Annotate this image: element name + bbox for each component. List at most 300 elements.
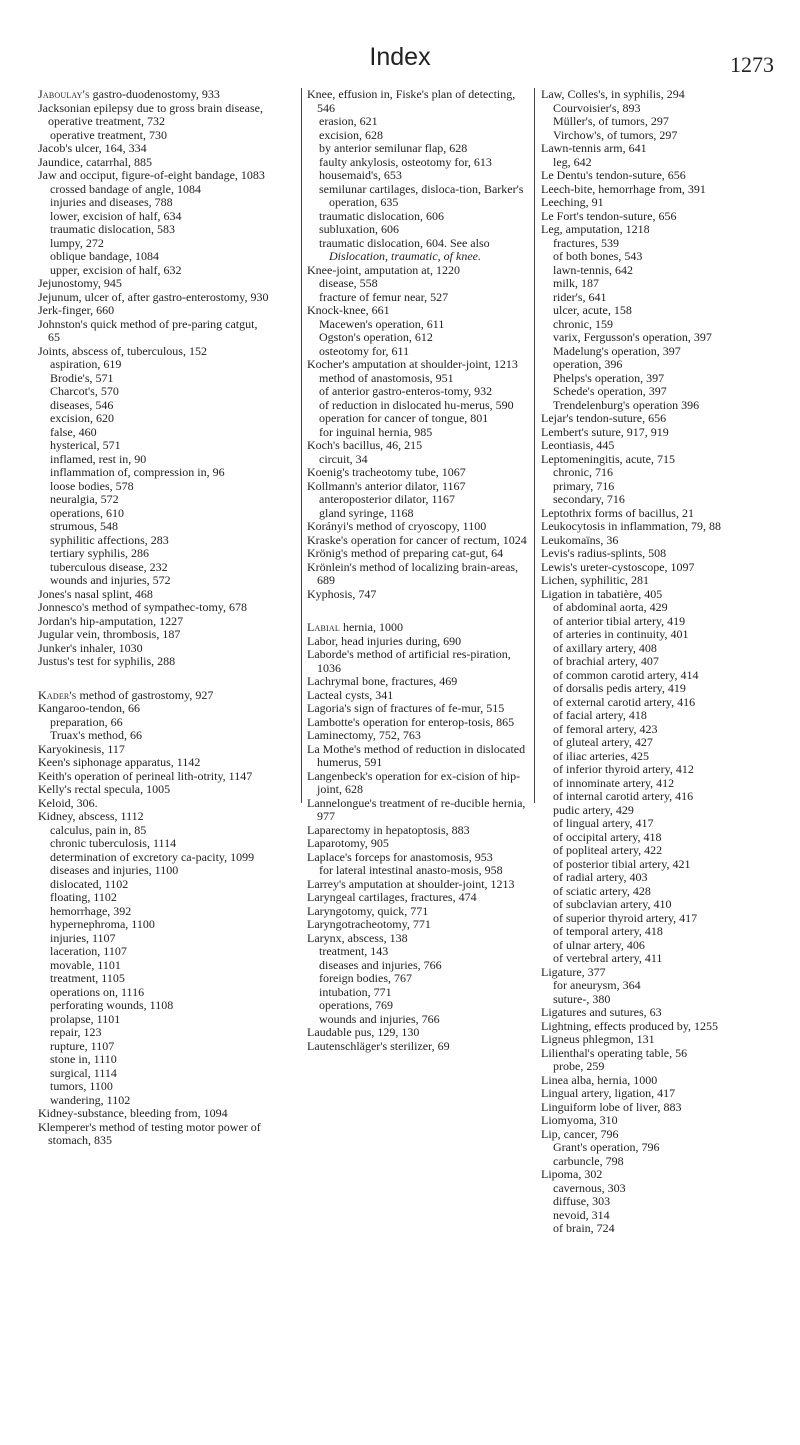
entry-text: chronic, 716	[553, 465, 613, 479]
entry-lead-word: Jaboulay's	[38, 88, 90, 101]
index-subentry	[541, 1141, 771, 1155]
index-subentry	[38, 1080, 270, 1094]
entry-text: Jacob's ulcer, 164, 334	[38, 141, 147, 155]
entry-text: Ogston's operation, 612	[319, 330, 433, 344]
entry-text: tumors, 1100	[50, 1079, 113, 1093]
entry-text: Brodie's, 571	[50, 370, 114, 385]
entry-lead-word: Kader's	[38, 687, 77, 702]
entry-text: movable, 1101	[50, 957, 121, 972]
entry-text: of internal carotid artery, 416	[553, 789, 694, 803]
entry-text: cavernous, 303	[553, 1180, 626, 1195]
index-subentry	[38, 264, 270, 278]
entry-text: for lateral intestinal anasto-mosis, 958	[319, 863, 503, 877]
entry-text: excision, 628	[319, 127, 383, 142]
entry-text: Laryngotracheotomy, 771	[307, 917, 431, 931]
entry-text: operative treatment, 730	[50, 127, 167, 142]
index-subentry	[307, 129, 531, 143]
entry-text: of common carotid artery, 414	[553, 667, 699, 682]
entry-text: Lannelongue's treatment of re-ducible hernia, 977	[307, 795, 526, 823]
index-subentry	[541, 115, 771, 129]
index-subentry	[541, 1222, 771, 1236]
entry-text: of radial artery, 403	[553, 870, 648, 884]
index-subentry	[38, 918, 270, 932]
index-subentry	[541, 871, 771, 885]
index-entry	[307, 561, 531, 588]
entry-text: hemorrhage, 392	[50, 903, 132, 918]
entry-text: Krönlein's method of localizing brain-areas, 689	[307, 559, 519, 587]
entry-text: faulty ankylosis, osteotomy for, 613	[319, 154, 492, 169]
entry-text: Lipoma, 302	[541, 1167, 603, 1181]
index-entry	[541, 561, 771, 575]
index-entry	[307, 905, 531, 919]
entry-text: gland syringe, 1168	[319, 505, 414, 520]
column-divider	[534, 88, 535, 803]
index-subentry	[38, 905, 270, 919]
entry-text: Lacteal cysts, 341	[307, 687, 394, 702]
entry-text: Kangaroo-tendon, 66	[38, 701, 140, 715]
entry-text: Korányi's method of cryoscopy, 1100	[307, 519, 487, 533]
index-subentry	[541, 655, 771, 669]
entry-text: Madelung's operation, 397	[553, 343, 681, 358]
entry-text: erasion, 621	[319, 114, 378, 128]
index-subentry	[541, 993, 771, 1007]
entry-text: Jonnesco's method of sympathec-tomy, 678	[38, 600, 248, 614]
entry-text: Karyokinesis, 117	[38, 741, 125, 756]
index-subentry	[541, 1209, 771, 1223]
index-entry	[541, 1101, 771, 1115]
entry-text: of dorsalis pedis artery, 419	[553, 681, 686, 695]
entry-text: Knock-knee, 661	[307, 303, 390, 317]
entry-text: Lembert's suture, 917, 919	[541, 424, 669, 439]
entry-text: wounds and injuries, 766	[319, 1011, 440, 1026]
index-subentry	[541, 601, 771, 615]
entry-text: excision, 620	[50, 411, 114, 425]
index-entry	[541, 1128, 771, 1142]
entry-text: fracture of femur near, 527	[319, 289, 449, 304]
entry-text: tuberculous disease, 232	[50, 559, 168, 574]
index-subentry	[541, 1182, 771, 1196]
index-subentry	[38, 1040, 270, 1054]
entry-text: Laminectomy, 752, 763	[307, 728, 421, 742]
index-entry	[307, 588, 531, 602]
entry-text: by anterior semilunar flap, 628	[319, 141, 468, 155]
entry-text: dislocated, 1102	[50, 876, 129, 891]
entry-text: treatment, 143	[319, 944, 389, 958]
entry-text: Knee, effusion in, Fiske's plan of detecting, 546	[307, 88, 516, 115]
entry-text: Levis's radius-splints, 508	[541, 546, 667, 560]
index-entry	[307, 878, 531, 892]
index-subentry	[541, 156, 771, 170]
index-subentry	[541, 615, 771, 629]
index-subentry	[38, 372, 270, 386]
entry-text: Jones's nasal splint, 468	[38, 586, 153, 601]
entry-text: Charcot's, 570	[50, 384, 119, 398]
index-subentry	[307, 412, 531, 426]
entry-text: Leptomeningitis, acute, 715	[541, 451, 675, 466]
index-entry	[38, 142, 270, 156]
index-subentry	[38, 210, 270, 224]
index-entry	[307, 466, 531, 480]
index-subentry	[541, 682, 771, 696]
entry-text: determination of excretory ca-pacity, 1099	[50, 849, 255, 864]
entry-text: Phelps's operation, 397	[553, 370, 665, 385]
entry-text: Leukomaïns, 36	[541, 532, 619, 547]
index-subentry	[38, 426, 270, 440]
index-subentry	[541, 466, 771, 480]
index-entry	[38, 304, 270, 318]
entry-text: Law, Colles's, in syphilis, 294	[541, 88, 685, 101]
entry-text: disease, 558	[319, 276, 378, 290]
index-subentry	[307, 210, 531, 224]
index-entry	[541, 453, 771, 467]
index-subentry	[541, 264, 771, 278]
index-entry	[541, 1087, 771, 1101]
index-subentry	[38, 1067, 270, 1081]
entry-text: Leukocytosis in inflammation, 79, 88	[541, 519, 721, 533]
index-subentry	[541, 493, 771, 507]
entry-text: Jejunostomy, 945	[38, 276, 122, 290]
index-subentry	[38, 250, 270, 264]
entry-text: La Mothe's method of reduction in dislocated humerus, 591	[307, 741, 526, 769]
index-subentry	[307, 385, 531, 399]
index-subentry	[38, 878, 270, 892]
index-subentry	[307, 115, 531, 129]
entry-text: Laudable pus, 129, 130	[307, 1025, 420, 1039]
index-entry	[38, 345, 270, 359]
entry-text: operations on, 1116	[50, 984, 145, 999]
index-subentry	[541, 736, 771, 750]
index-subentry	[38, 1053, 270, 1067]
index-entry	[307, 648, 531, 675]
entry-text: pudic artery, 429	[553, 802, 634, 817]
entry-text: Laborde's method of artificial res-piration, 1036	[307, 647, 511, 675]
entry-text: method of gastrostomy, 927	[76, 687, 214, 702]
index-entry	[38, 601, 270, 615]
entry-text: Laryngeal cartilages, fractures, 474	[307, 890, 477, 904]
index-subentry	[307, 223, 531, 237]
index-subentry	[38, 1094, 270, 1108]
entry-text: Laplace's forceps for anastomosis, 953	[307, 849, 493, 864]
index-subentry	[307, 986, 531, 1000]
index-subentry	[541, 250, 771, 264]
entry-text: foreign bodies, 767	[319, 971, 412, 985]
entry-text: of innominate artery, 412	[553, 775, 675, 790]
entry-text: semilunar cartilages, disloca-tion, Barker's operation, 635	[319, 181, 524, 209]
index-subentry	[541, 291, 771, 305]
entry-text: of subclavian artery, 410	[553, 897, 672, 911]
index-entry	[307, 621, 531, 635]
index-subentry	[541, 372, 771, 386]
index-entry	[307, 932, 531, 946]
entry-text: Lawn-tennis arm, 641	[541, 141, 647, 155]
index-entry	[541, 520, 771, 534]
index-entry	[541, 574, 771, 588]
entry-text: floating, 1102	[50, 890, 117, 904]
entry-text: intubation, 771	[319, 984, 392, 999]
entry-text: Trendelenburg's operation 396	[553, 397, 700, 412]
index-column-1	[38, 88, 270, 1428]
entry-text: prolapse, 1101	[50, 1011, 121, 1026]
entry-text: Lagoria's sign of fractures of fe-mur, 515	[307, 701, 505, 715]
entry-text: false, 460	[50, 424, 97, 439]
index-entry	[38, 277, 270, 291]
entry-text: Ligatures and sutures, 63	[541, 1005, 662, 1019]
entry-text: inflamed, rest in, 90	[50, 451, 147, 466]
entry-text: stone in, 1110	[50, 1052, 117, 1066]
index-entry	[541, 223, 771, 237]
entry-text: Lip, cancer, 796	[541, 1126, 619, 1141]
entry-text: of reduction in dislocated hu-merus, 590	[319, 397, 514, 412]
entry-text: lawn-tennis, 642	[553, 262, 633, 277]
index-entry	[307, 743, 531, 770]
entry-text: of sciatic artery, 428	[553, 883, 651, 898]
index-subentry	[38, 945, 270, 959]
index-subentry	[541, 345, 771, 359]
entry-text: of iliac arteries, 425	[553, 748, 649, 763]
entry-text: calculus, pain in, 85	[50, 822, 147, 837]
index-entry	[541, 196, 771, 210]
index-subentry	[307, 291, 531, 305]
index-entry	[541, 169, 771, 183]
index-subentry	[38, 824, 270, 838]
entry-text: surgical, 1114	[50, 1065, 117, 1080]
index-subentry	[38, 561, 270, 575]
index-subentry	[541, 1060, 771, 1074]
entry-text: of external carotid artery, 416	[553, 694, 696, 709]
entry-text: Jacksonian epilepsy due to gross brain disease, operative treatment, 732	[38, 100, 263, 128]
index-subentry	[541, 669, 771, 683]
index-subentry	[541, 1155, 771, 1169]
entry-text: Laparotomy, 905	[307, 836, 389, 850]
index-entry	[307, 534, 531, 548]
index-entry	[307, 716, 531, 730]
entry-text: injuries, 1107	[50, 930, 116, 945]
index-entry	[541, 1020, 771, 1034]
index-entry	[38, 689, 270, 703]
index-entry	[38, 770, 270, 784]
entry-text: gastro-duodenostomy, 933	[89, 88, 220, 101]
entry-text: Justus's test for syphilis, 288	[38, 654, 176, 668]
index-entry	[307, 891, 531, 905]
entry-text: chronic, 159	[553, 316, 613, 331]
entry-text: of anterior gastro-enteros-tomy, 932	[319, 384, 493, 398]
entry-text: nevoid, 314	[553, 1207, 610, 1222]
index-subentry	[307, 372, 531, 386]
entry-text: milk, 187	[553, 276, 600, 290]
entry-text: Laparectomy in hepatoptosis, 883	[307, 822, 470, 837]
entry-text: Larynx, abscess, 138	[307, 930, 408, 945]
entry-text: Leg, amputation, 1218	[541, 222, 650, 236]
index-subentry	[38, 520, 270, 534]
page-number: 1273	[730, 52, 774, 77]
entry-text: carbuncle, 798	[553, 1153, 624, 1168]
index-subentry	[38, 547, 270, 561]
entry-text: Kidney, abscess, 1112	[38, 809, 144, 823]
index-subentry	[38, 986, 270, 1000]
index-subentry	[541, 358, 771, 372]
entry-text: diffuse, 303	[553, 1194, 611, 1208]
entry-text: treatment, 1105	[50, 971, 125, 985]
index-entry	[38, 588, 270, 602]
index-entry	[38, 702, 270, 716]
index-entry	[307, 358, 531, 372]
index-entry	[38, 102, 270, 129]
index-entry	[38, 318, 270, 345]
index-subentry	[541, 304, 771, 318]
entry-text: for inguinal hernia, 985	[319, 424, 433, 439]
entry-text: operations, 769	[319, 998, 393, 1012]
entry-text: wounds and injuries, 572	[50, 573, 171, 587]
entry-text: laceration, 1107	[50, 944, 127, 958]
index-entry	[307, 1040, 531, 1054]
index-entry	[541, 1033, 771, 1047]
entry-text: of vertebral artery, 411	[553, 951, 663, 965]
entry-text: chronic tuberculosis, 1114	[50, 836, 177, 850]
entry-text: Lightning, effects produced by, 1255	[541, 1018, 718, 1033]
entry-text: of anterior tibial artery, 419	[553, 613, 686, 628]
index-entry	[307, 1026, 531, 1040]
entry-text: Kocher's amputation at shoulder-joint, 1213	[307, 357, 518, 371]
entry-text: Jaundice, catarrhal, 885	[38, 154, 152, 169]
entry-text: Ligation in tabatière, 405	[541, 586, 663, 601]
entry-text: traumatic dislocation, 583	[50, 222, 175, 236]
index-subentry	[307, 972, 531, 986]
index-subentry	[38, 972, 270, 986]
index-entry	[541, 966, 771, 980]
index-subentry	[541, 885, 771, 899]
index-entry	[38, 615, 270, 629]
index-entry	[38, 628, 270, 642]
entry-text: of both bones, 543	[553, 249, 643, 263]
index-entry	[307, 304, 531, 318]
index-subentry	[307, 169, 531, 183]
entry-text: tertiary syphilis, 286	[50, 546, 149, 560]
index-subentry	[541, 898, 771, 912]
index-subentry	[541, 817, 771, 831]
index-subentry	[38, 129, 270, 143]
index-subentry	[307, 1013, 531, 1027]
index-subentry	[541, 790, 771, 804]
index-subentry	[38, 466, 270, 480]
index-subentry	[541, 696, 771, 710]
entry-text: Ligature, 377	[541, 964, 606, 979]
entry-text: Leptothrix forms of bacillus, 21	[541, 505, 694, 520]
index-entry	[38, 743, 270, 757]
entry-text: hysterical, 571	[50, 438, 121, 452]
index-entry	[541, 507, 771, 521]
entry-text: Junker's inhaler, 1030	[38, 640, 143, 655]
index-subentry	[38, 932, 270, 946]
entry-text: Keith's operation of perineal lith-otrity, 1147	[38, 768, 253, 783]
index-subentry	[38, 507, 270, 521]
index-entry	[38, 783, 270, 797]
index-subentry	[541, 777, 771, 791]
index-subentry	[38, 493, 270, 507]
index-subentry	[541, 480, 771, 494]
entry-text: of facial artery, 418	[553, 708, 647, 722]
entry-text: varix, Fergusson's operation, 397	[553, 330, 712, 344]
entry-text: of inferior thyroid artery, 412	[553, 762, 694, 776]
entry-text: Lewis's ureter-cystoscope, 1097	[541, 559, 695, 574]
index-subentry	[541, 277, 771, 291]
entry-text: for aneurysm, 364	[553, 978, 641, 992]
entry-text: Labor, head injuries during, 690	[307, 633, 462, 648]
index-subentry	[307, 999, 531, 1013]
entry-text: aspiration, 619	[50, 357, 122, 371]
entry-text: of gluteal artery, 427	[553, 735, 653, 749]
index-subentry	[541, 979, 771, 993]
index-subentry	[307, 183, 531, 210]
index-subentry	[541, 102, 771, 116]
entry-text: of temporal artery, 418	[553, 924, 663, 938]
entry-text: Schede's operation, 397	[553, 384, 667, 398]
index-subentry	[541, 642, 771, 656]
index-subentry	[307, 945, 531, 959]
entry-text: Larrey's amputation at shoulder-joint, 1213	[307, 876, 515, 891]
entry-text: suture-, 380	[553, 991, 611, 1006]
index-entry	[541, 210, 771, 224]
entry-text: Le Fort's tendon-suture, 656	[541, 208, 677, 223]
index-subentry	[307, 426, 531, 440]
entry-text: Johnston's quick method of pre-paring catgut, 65	[38, 316, 258, 344]
index-subentry	[307, 493, 531, 507]
entry-text: Lambotte's operation for enterop-tosis, 865	[307, 714, 515, 729]
index-subentry	[307, 864, 531, 878]
index-subentry	[38, 439, 270, 453]
entry-text: Linea alba, hernia, 1000	[541, 1072, 658, 1087]
page-title: Index	[369, 43, 431, 71]
entry-text: traumatic dislocation, 606	[319, 208, 444, 223]
index-subentry	[541, 858, 771, 872]
index-subentry	[541, 925, 771, 939]
index-subentry	[541, 831, 771, 845]
index-entry	[307, 264, 531, 278]
index-entry	[541, 439, 771, 453]
index-entry	[541, 547, 771, 561]
entry-text: traumatic dislocation, 604. See also	[319, 235, 490, 250]
index-entry	[541, 1006, 771, 1020]
index-column-2	[307, 88, 531, 1428]
index-subentry	[307, 399, 531, 413]
entry-text: crossed bandage of angle, 1084	[50, 181, 201, 196]
entry-text: subluxation, 606	[319, 222, 399, 236]
index-entry	[307, 797, 531, 824]
index-subentry	[307, 237, 531, 264]
index-entry	[307, 689, 531, 703]
entry-text: primary, 716	[553, 478, 615, 493]
entry-text: oblique bandage, 1084	[50, 249, 159, 263]
entry-text: Lautenschläger's sterilizer, 69	[307, 1038, 450, 1053]
index-subentry	[38, 959, 270, 973]
index-subentry	[541, 628, 771, 642]
index-subentry	[541, 723, 771, 737]
entry-text: Kyphosis, 747	[307, 586, 377, 601]
index-subentry	[38, 412, 270, 426]
entry-text: hypernephroma, 1100	[50, 917, 155, 931]
index-subentry	[541, 750, 771, 764]
index-subentry	[307, 318, 531, 332]
entry-text: inflammation of, compression in, 96	[50, 465, 225, 479]
entry-text: Laryngotomy, quick, 771	[307, 903, 429, 918]
entry-text: housemaid's, 653	[319, 168, 402, 182]
index-entry	[307, 851, 531, 865]
entry-text: of brain, 724	[553, 1221, 615, 1235]
index-entry	[307, 439, 531, 453]
index-entry	[541, 88, 771, 102]
index-subentry	[541, 952, 771, 966]
entry-text: Lingual artery, ligation, 417	[541, 1086, 676, 1100]
entry-text: Virchow's, of tumors, 297	[553, 127, 678, 142]
